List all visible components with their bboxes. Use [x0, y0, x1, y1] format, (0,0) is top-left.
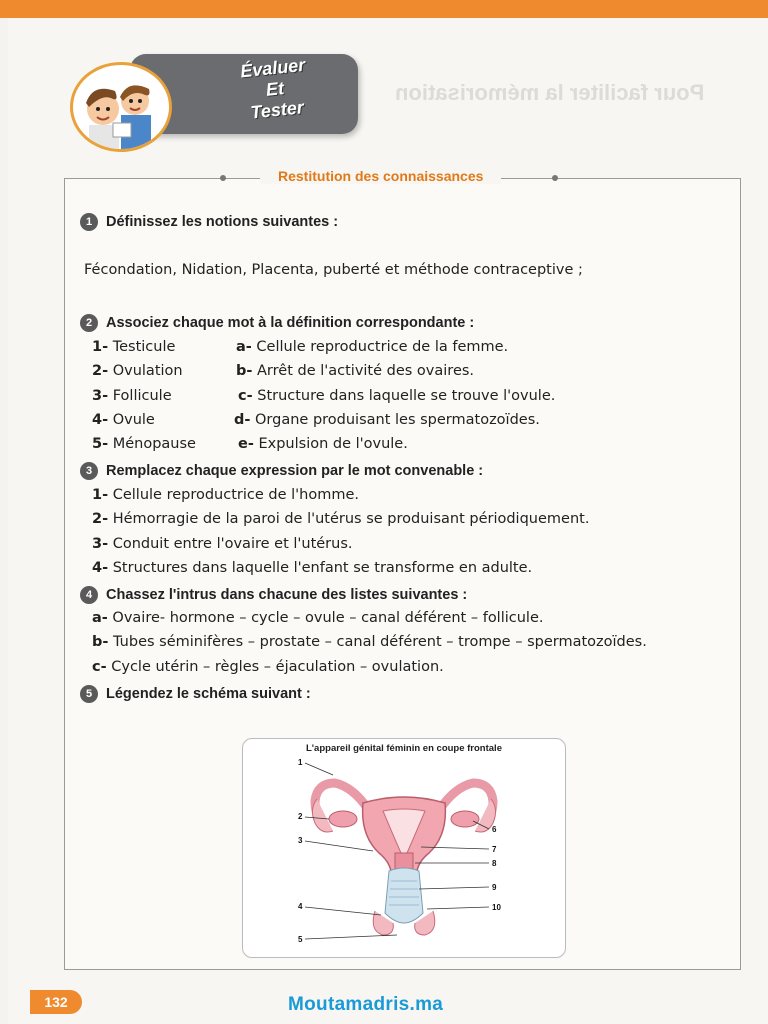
q2-definition-e: e- Expulsion de l'ovule. — [238, 436, 408, 452]
label-2: 2 — [298, 812, 303, 821]
label-8: 8 — [492, 859, 497, 868]
q4-list-c: c- Cycle utérin – règles – éjaculation – ovulation. — [92, 659, 444, 675]
header-title-line-2: Et — [264, 78, 285, 100]
label-3: 3 — [298, 836, 303, 845]
question-4-prompt — [80, 586, 467, 604]
label-9: 9 — [492, 883, 497, 892]
q4-list-a: a- Ovaire- hormone – cycle – ovule – canal déférent – follicule. — [92, 610, 544, 626]
q2-definition-c: c- Structure dans laquelle se trouve l'ovule. — [238, 388, 556, 404]
q3-item-4: 4- Structures dans laquelle l'enfant se transforme en adulte. — [92, 560, 533, 576]
section-title: Restitution des connaissances — [260, 168, 501, 184]
q2-word-2: 2- Ovulation — [92, 363, 183, 379]
question-5-prompt — [80, 685, 311, 703]
q2-definition-a: a- Cellule reproductrice de la femme. — [236, 339, 509, 355]
q3-item-2: 2- Hémorragie de la paroi de l'utérus se produisant périodiquement. — [92, 511, 590, 527]
right-ovary — [451, 811, 479, 827]
question-2-number: 2 — [80, 314, 98, 332]
q2-definition-b: b- Arrêt de l'activité des ovaires. — [236, 363, 475, 379]
top-orange-bar — [0, 0, 768, 18]
q2-word-3: 3- Follicule — [92, 388, 172, 404]
diagram-drawing — [243, 739, 565, 957]
header-title-line-1: Évaluer — [239, 54, 307, 82]
question-4-text: Chassez l'intrus dans chacune des listes suivantes : — [106, 587, 468, 603]
question-1-number: 1 — [80, 213, 98, 231]
kids-mascot-illustration — [70, 62, 172, 152]
question-1-notions: Fécondation, Nidation, Placenta, puberté et méthode contraceptive ; — [84, 262, 583, 278]
header-title-line-3: Tester — [249, 97, 305, 123]
brand-watermark: Moutamadris.ma — [288, 994, 444, 1015]
question-2-prompt — [80, 314, 474, 332]
left-ovary — [329, 811, 357, 827]
diagram-title: L'appareil génital féminin en coupe frontale — [306, 743, 502, 754]
label-10: 10 — [492, 903, 501, 912]
label-7: 7 — [492, 845, 497, 854]
q2-word-4: 4- Ovule — [92, 412, 155, 428]
evaluate-header-tab — [70, 44, 360, 142]
title-dot-left — [220, 175, 226, 181]
label-5: 5 — [298, 935, 303, 944]
vagina — [385, 868, 423, 923]
bleed-through-text: Pour faciliter la mémorisation — [395, 80, 705, 105]
question-5-number: 5 — [80, 685, 98, 703]
label-6: 6 — [492, 825, 497, 834]
question-2-text: Associez chaque mot à la définition correspondante : — [106, 315, 475, 331]
q3-item-1: 1- Cellule reproductrice de l'homme. — [92, 487, 359, 503]
question-1-prompt — [80, 213, 338, 231]
title-dot-right — [552, 175, 558, 181]
label-4: 4 — [298, 902, 303, 911]
q4-list-b: b- Tubes séminifères – prostate – canal déférent – trompe – spermatozoïdes. — [92, 634, 647, 650]
question-3-prompt — [80, 462, 483, 480]
q3-item-3: 3- Conduit entre l'ovaire et l'utérus. — [92, 536, 353, 552]
diagram-female-reproductive-system — [242, 738, 566, 958]
q2-word-1: 1- Testicule — [92, 339, 176, 355]
q2-definition-d: d- Organe produisant les spermatozoïdes. — [234, 412, 540, 428]
label-1: 1 — [298, 758, 303, 767]
q2-word-5: 5- Ménopause — [92, 436, 196, 452]
page-number: 132 — [30, 990, 82, 1014]
question-3-text: Remplacez chaque expression par le mot convenable : — [106, 463, 484, 479]
question-5-text: Légendez le schéma suivant : — [106, 686, 311, 702]
question-3-number: 3 — [80, 462, 98, 480]
question-4-number: 4 — [80, 586, 98, 604]
header-title — [207, 51, 343, 127]
question-1-text: Définissez les notions suivantes : — [106, 214, 339, 230]
